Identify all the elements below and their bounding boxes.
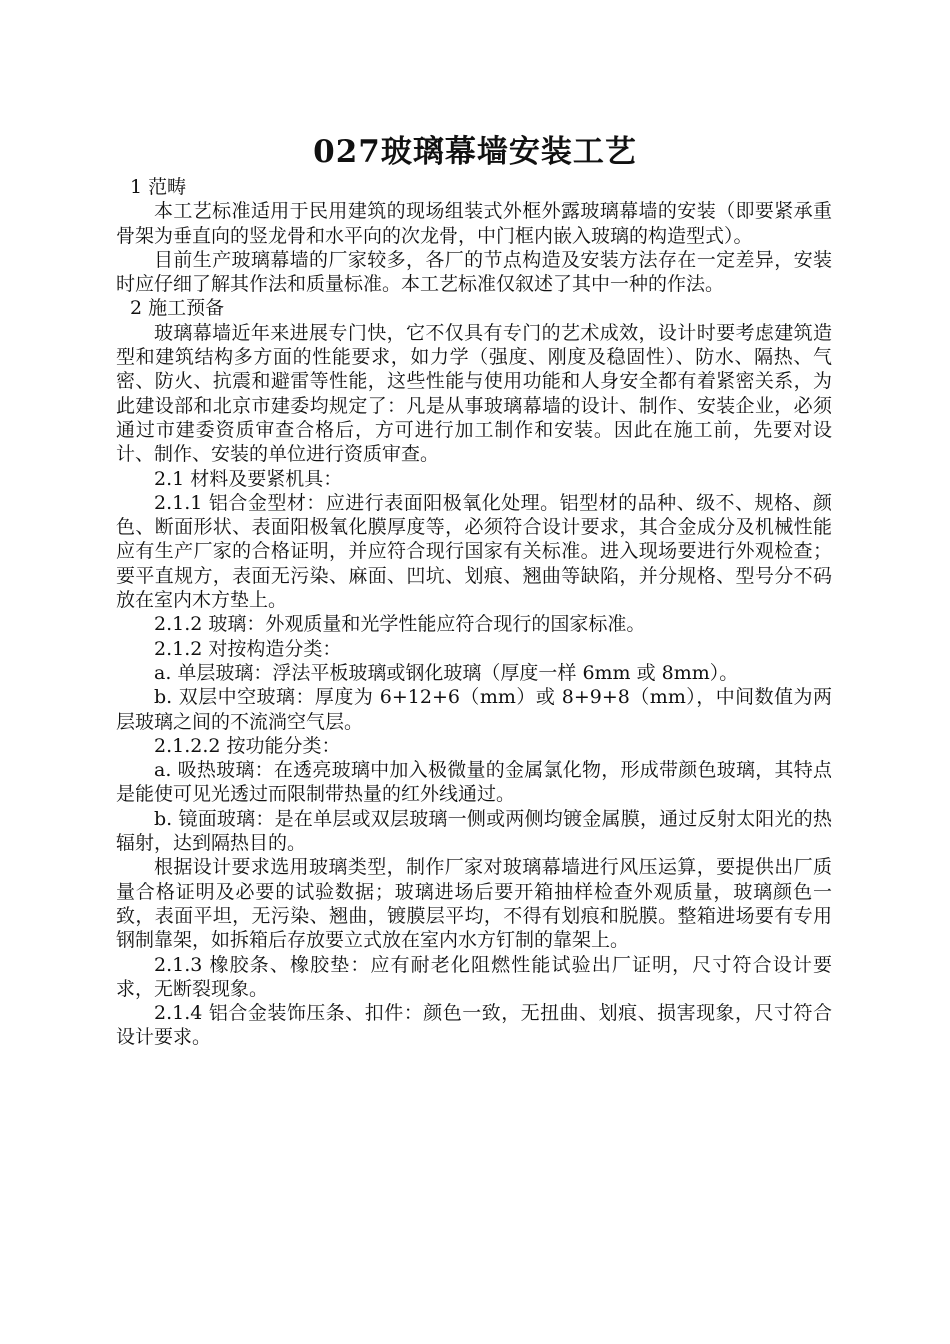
document-title: 027玻璃幕墙安装工艺 [313,134,637,170]
paragraph: 根据设计要求选用玻璃类型，制作厂家对玻璃幕墙进行风压运算，要提供出厂质量合格证明及必要的试验数据；玻璃进场后要开箱抽样检查外观质量，玻璃颜色一致，表面平坦，无污染、翘曲，镀膜层平均，不得有划痕和脱膜。整箱进场要有专用钢制靠架，如拆箱后存放要立式放在室内水方钉制的靠架上。 [116,856,832,952]
subsection-heading-materials: 2.1 材料及要紧机具： [154,467,343,490]
paragraph: 2.1.2 玻璃：外观质量和光学性能应符合现行的国家标准。 [154,613,646,636]
list-item: b. 双层中空玻璃：厚度为 6+12+6（mm）或 8+9+8（mm），中间数值为两层玻璃之间的不流淌空气层。 [116,686,832,733]
list-item: a. 单层玻璃：浮法平板玻璃或钢化玻璃（厚度一样 6mm 或 8mm）。 [154,661,739,684]
paragraph: 目前生产玻璃幕墙的厂家较多，各厂的节点构造及安装方法存在一定差异，安装时应仔细了解其作法和质量标准。本工艺标准仅叙述了其中一种的作法。 [116,248,832,296]
section-heading-preparation: 2 施工预备 [130,297,225,320]
paragraph: 2.1.4 铝合金装饰压条、扣件：颜色一致，无扭曲、划痕、损害现象，尺寸符合设计要求。 [116,1002,832,1049]
paragraph: 本工艺标准适用于民用建筑的现场组装式外框外露玻璃幕墙的安装（即要紧承重骨架为垂直向的竖龙骨和水平向的次龙骨，中门框内嵌入玻璃的构造型式）。 [116,200,832,247]
document-body [116,175,832,1050]
list-item: a. 吸热玻璃：在透亮玻璃中加入极微量的金属氯化物，形成带颜色玻璃，其特点是能使可见光透过而限制带热量的红外线通过。 [116,759,832,806]
paragraph: 玻璃幕墙近年来进展专门快，它不仅具有专门的艺术成效，设计时要考虑建筑造型和建筑结构多方面的性能要求，如力学（强度、刚度及稳固性）、防水、隔热、气密、防火、抗震和避雷等性能，这些性能与使用功能和人身安全都有着紧密关系，为此建设部和北京市建委均规定了：凡是从事玻璃幕墙的设计、制作、安装企业，必须通过市建委资质审查合格后，方可进行加工制作和安装。因此在施工前，先要对设计、制作、安装的单位进行资质审查。 [116,321,832,466]
paragraph: 2.1.1 铝合金型材：应进行表面阳极氧化处理。铝型材的品种、级不、规格、颜色、断面形状、表面阳极氧化膜厚度等，必须符合设计要求，其合金成分及机械性能应有生产厂家的合格证明，并应符合现行国家有关标准。进入现场要进行外观检查；要平直规方，表面无污染、麻面、凹坑、划痕、翘曲等缺陷，并分规格、型号分不码放在室内木方垫上。 [116,491,832,612]
section-heading-scope: 1 范畴 [130,176,187,198]
paragraph: 2.1.3 橡胶条、橡胶垫：应有耐老化阻燃性能试验出厂证明，尺寸符合设计要求，无断裂现象。 [116,953,832,1000]
subsection-heading-structure: 2.1.2 对按构造分类： [154,637,342,660]
list-item: b. 镜面玻璃：是在单层或双层玻璃一侧或两侧均镀金属膜，通过反射太阳光的热辐射，达到隔热目的。 [116,807,832,855]
subsection-heading-function: 2.1.2.2 按功能分类： [154,734,341,757]
